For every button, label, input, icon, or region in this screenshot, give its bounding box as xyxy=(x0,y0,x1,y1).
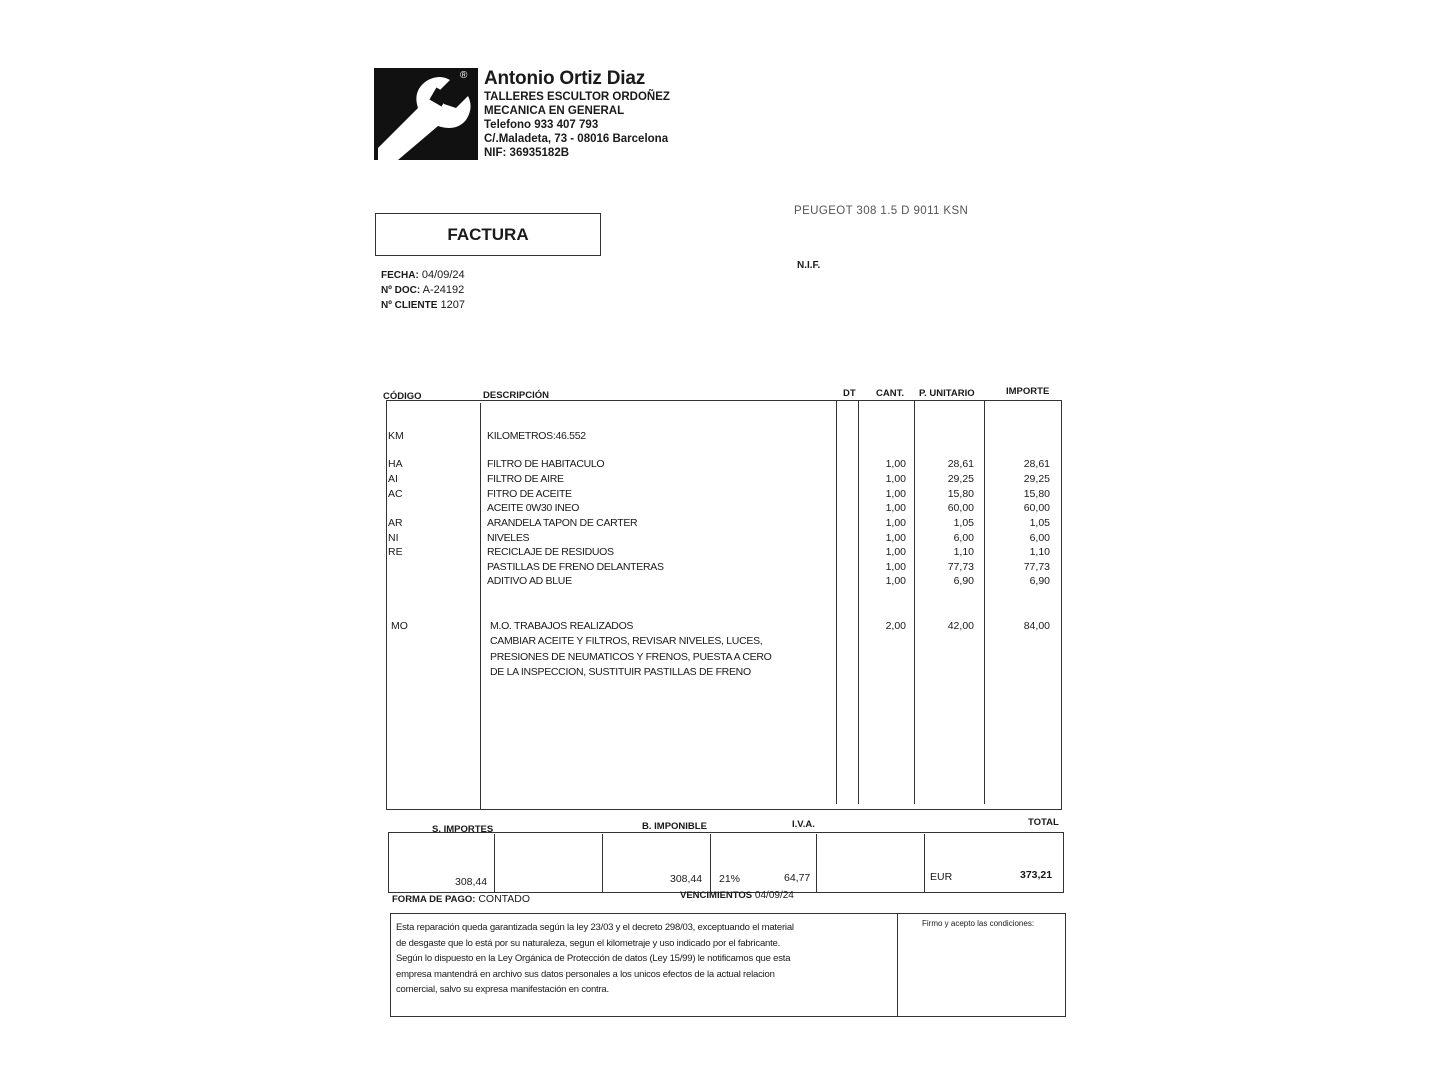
row-punit: 29,25 xyxy=(947,473,974,485)
table-row xyxy=(0,619,1440,633)
labour-detail-line: PRESIONES DE NEUMATICOS Y FRENOS, PUESTA A CERO xyxy=(490,650,772,663)
row-code: AI xyxy=(388,473,398,485)
factura-box xyxy=(375,213,601,256)
table-row xyxy=(0,516,1440,530)
payment-value: CONTADO xyxy=(478,893,531,905)
row-desc: FILTRO DE HABITACULO xyxy=(487,458,605,470)
company-line1: TALLERES ESCULTOR ORDOÑEZ xyxy=(484,91,670,103)
b-imponible-label: B. IMPONIBLE xyxy=(642,821,707,832)
row-punit: 15,80 xyxy=(947,488,974,500)
row-punit: 6,90 xyxy=(953,575,974,587)
labour-detail xyxy=(490,634,772,681)
payment-label: FORMA DE PAGO: xyxy=(392,894,476,905)
table-row xyxy=(0,501,1440,515)
row-cant: 1,00 xyxy=(885,458,906,470)
row-cant: 2,00 xyxy=(885,620,906,632)
header-codigo: CÓDIGO xyxy=(383,391,422,402)
row-punit: 28,61 xyxy=(947,458,974,470)
b-imponible-value: 308,44 xyxy=(670,873,703,885)
row-code: KM xyxy=(388,430,404,442)
totals-divider xyxy=(494,834,495,892)
row-code: AC xyxy=(388,488,403,500)
currency: EUR xyxy=(930,871,953,883)
header-dt: DT xyxy=(843,388,856,399)
row-punit: 60,00 xyxy=(947,502,974,514)
header-cant: CANT. xyxy=(876,388,904,399)
table-row xyxy=(0,457,1440,471)
row-cant: 1,00 xyxy=(885,561,906,573)
table-row xyxy=(0,429,1440,443)
s-importes-label: S. IMPORTES xyxy=(432,824,494,835)
row-punit: 1,10 xyxy=(953,546,974,558)
table-row xyxy=(0,545,1440,559)
table-row xyxy=(0,560,1440,574)
row-punit: 77,73 xyxy=(947,561,974,573)
row-desc: M.O. TRABAJOS REALIZADOS xyxy=(490,620,634,632)
row-desc: FITRO DE ACEITE xyxy=(487,488,572,500)
doc-label: Nº DOC: xyxy=(381,285,421,296)
row-desc: ACEITE 0W30 INEO xyxy=(487,502,580,514)
row-cant: 1,00 xyxy=(885,473,906,485)
company-address: C/.Maladeta, 73 - 08016 Barcelona xyxy=(484,133,669,145)
row-desc: ARANDELA TAPON DE CARTER xyxy=(487,517,638,529)
fecha-value: 04/09/24 xyxy=(421,269,465,281)
iva-label: I.V.A. xyxy=(792,819,815,830)
labour-detail-line: DE LA INSPECCION, SUSTITUIR PASTILLAS DE FRENO xyxy=(490,666,751,678)
legal-divider xyxy=(897,914,898,1016)
page-title: FACTURA xyxy=(447,225,529,244)
due-date-label: VENCIMIENTOS xyxy=(680,890,753,901)
row-code: RE xyxy=(388,546,403,558)
row-importe: 1,05 xyxy=(1029,517,1050,529)
company-phone: Telefono 933 407 793 xyxy=(484,119,599,131)
payment-method xyxy=(392,893,530,905)
table-row xyxy=(0,574,1440,588)
row-punit: 6,00 xyxy=(953,532,974,544)
header-descripcion: DESCRIPCIÓN xyxy=(483,390,549,401)
document-meta xyxy=(381,268,465,313)
cliente-value: 1207 xyxy=(440,299,465,311)
company-line2: MECANICA EN GENERAL xyxy=(484,105,625,117)
totals-divider xyxy=(816,834,817,892)
registered-mark: ® xyxy=(460,70,468,81)
legal-text xyxy=(396,920,892,998)
row-cant: 1,00 xyxy=(885,517,906,529)
wrench-logo-icon xyxy=(374,68,478,160)
totals-divider xyxy=(602,834,603,892)
company-block xyxy=(484,68,670,160)
row-importe: 28,61 xyxy=(1023,458,1050,470)
row-code: HA xyxy=(388,458,403,470)
row-importe: 84,00 xyxy=(1023,620,1050,632)
row-cant: 1,00 xyxy=(885,575,906,587)
row-cant: 1,00 xyxy=(885,488,906,500)
row-cant: 1,00 xyxy=(885,502,906,514)
cliente-label: Nº CLIENTE xyxy=(381,300,438,311)
row-desc: FILTRO DE AIRE xyxy=(487,473,564,485)
table-row xyxy=(0,472,1440,486)
row-importe: 77,73 xyxy=(1023,561,1050,573)
row-cant: 1,00 xyxy=(885,532,906,544)
row-cant: 1,00 xyxy=(885,546,906,558)
row-desc: ADITIVO AD BLUE xyxy=(487,575,572,587)
row-code: NI xyxy=(388,532,399,544)
row-importe: 29,25 xyxy=(1023,473,1050,485)
row-punit: 1,05 xyxy=(953,517,974,529)
iva-pct: 21% xyxy=(719,873,741,885)
due-date-value: 04/09/24 xyxy=(754,890,794,901)
company-nif: NIF: 36935182B xyxy=(484,147,570,159)
s-importes-value: 308,44 xyxy=(455,876,488,888)
header-p-unitario: P. UNITARIO xyxy=(919,388,975,399)
company-name: Antonio Ortiz Diaz xyxy=(484,68,646,89)
legal-line: empresa mantendrá en archivo sus datos personales a los unicos efectos de la actual relacion xyxy=(396,968,775,980)
row-code: AR xyxy=(388,517,403,529)
signature-label: Firmo y acepto las condiciones: xyxy=(922,919,1035,928)
total-label: TOTAL xyxy=(1028,817,1059,828)
legal-line: Según lo dispuesto en la Ley Orgánica de Protección de datos (Ley 15/99) le notificamos que esta xyxy=(396,953,791,964)
row-importe: 6,90 xyxy=(1029,575,1050,587)
legal-line: de desgaste que lo está por su naturaleza, segun el kilometraje y uso indicado por el fabricante. xyxy=(396,937,781,949)
totals-divider xyxy=(924,834,925,892)
row-desc: PASTILLAS DE FRENO DELANTERAS xyxy=(487,561,664,573)
legal-line: Esta reparación queda garantizada según la ley 23/03 y el decreto 298/03, exceptuando el material xyxy=(396,922,794,933)
row-importe: 6,00 xyxy=(1029,532,1050,544)
header-importe: IMPORTE xyxy=(1006,386,1050,397)
legal-line: comercial, salvo su expresa manifestación en contra. xyxy=(396,984,609,995)
doc-value: A-24192 xyxy=(422,284,465,296)
row-importe: 15,80 xyxy=(1023,488,1050,500)
totals-divider xyxy=(710,834,711,892)
total-value: 373,21 xyxy=(1020,869,1053,881)
row-punit: 42,00 xyxy=(947,620,974,632)
row-desc: RECICLAJE DE RESIDUOS xyxy=(487,546,614,558)
row-desc: KILOMETROS:46.552 xyxy=(487,430,586,442)
labour-detail-line: CAMBIAR ACEITE Y FILTROS, REVISAR NIVELES, LUCES, xyxy=(490,635,763,647)
vehicle-info: PEUGEOT 308 1.5 D 9011 KSN xyxy=(794,205,969,217)
row-importe: 1,10 xyxy=(1029,546,1050,558)
row-desc: NIVELES xyxy=(487,532,530,544)
table-row xyxy=(0,531,1440,545)
customer-nif-label: N.I.F. xyxy=(797,260,821,271)
fecha-label: FECHA: xyxy=(381,270,419,281)
due-date xyxy=(680,890,794,901)
table-row xyxy=(0,487,1440,501)
row-importe: 60,00 xyxy=(1023,502,1050,514)
row-code: MO xyxy=(391,620,408,632)
iva-amount: 64,77 xyxy=(784,872,811,884)
